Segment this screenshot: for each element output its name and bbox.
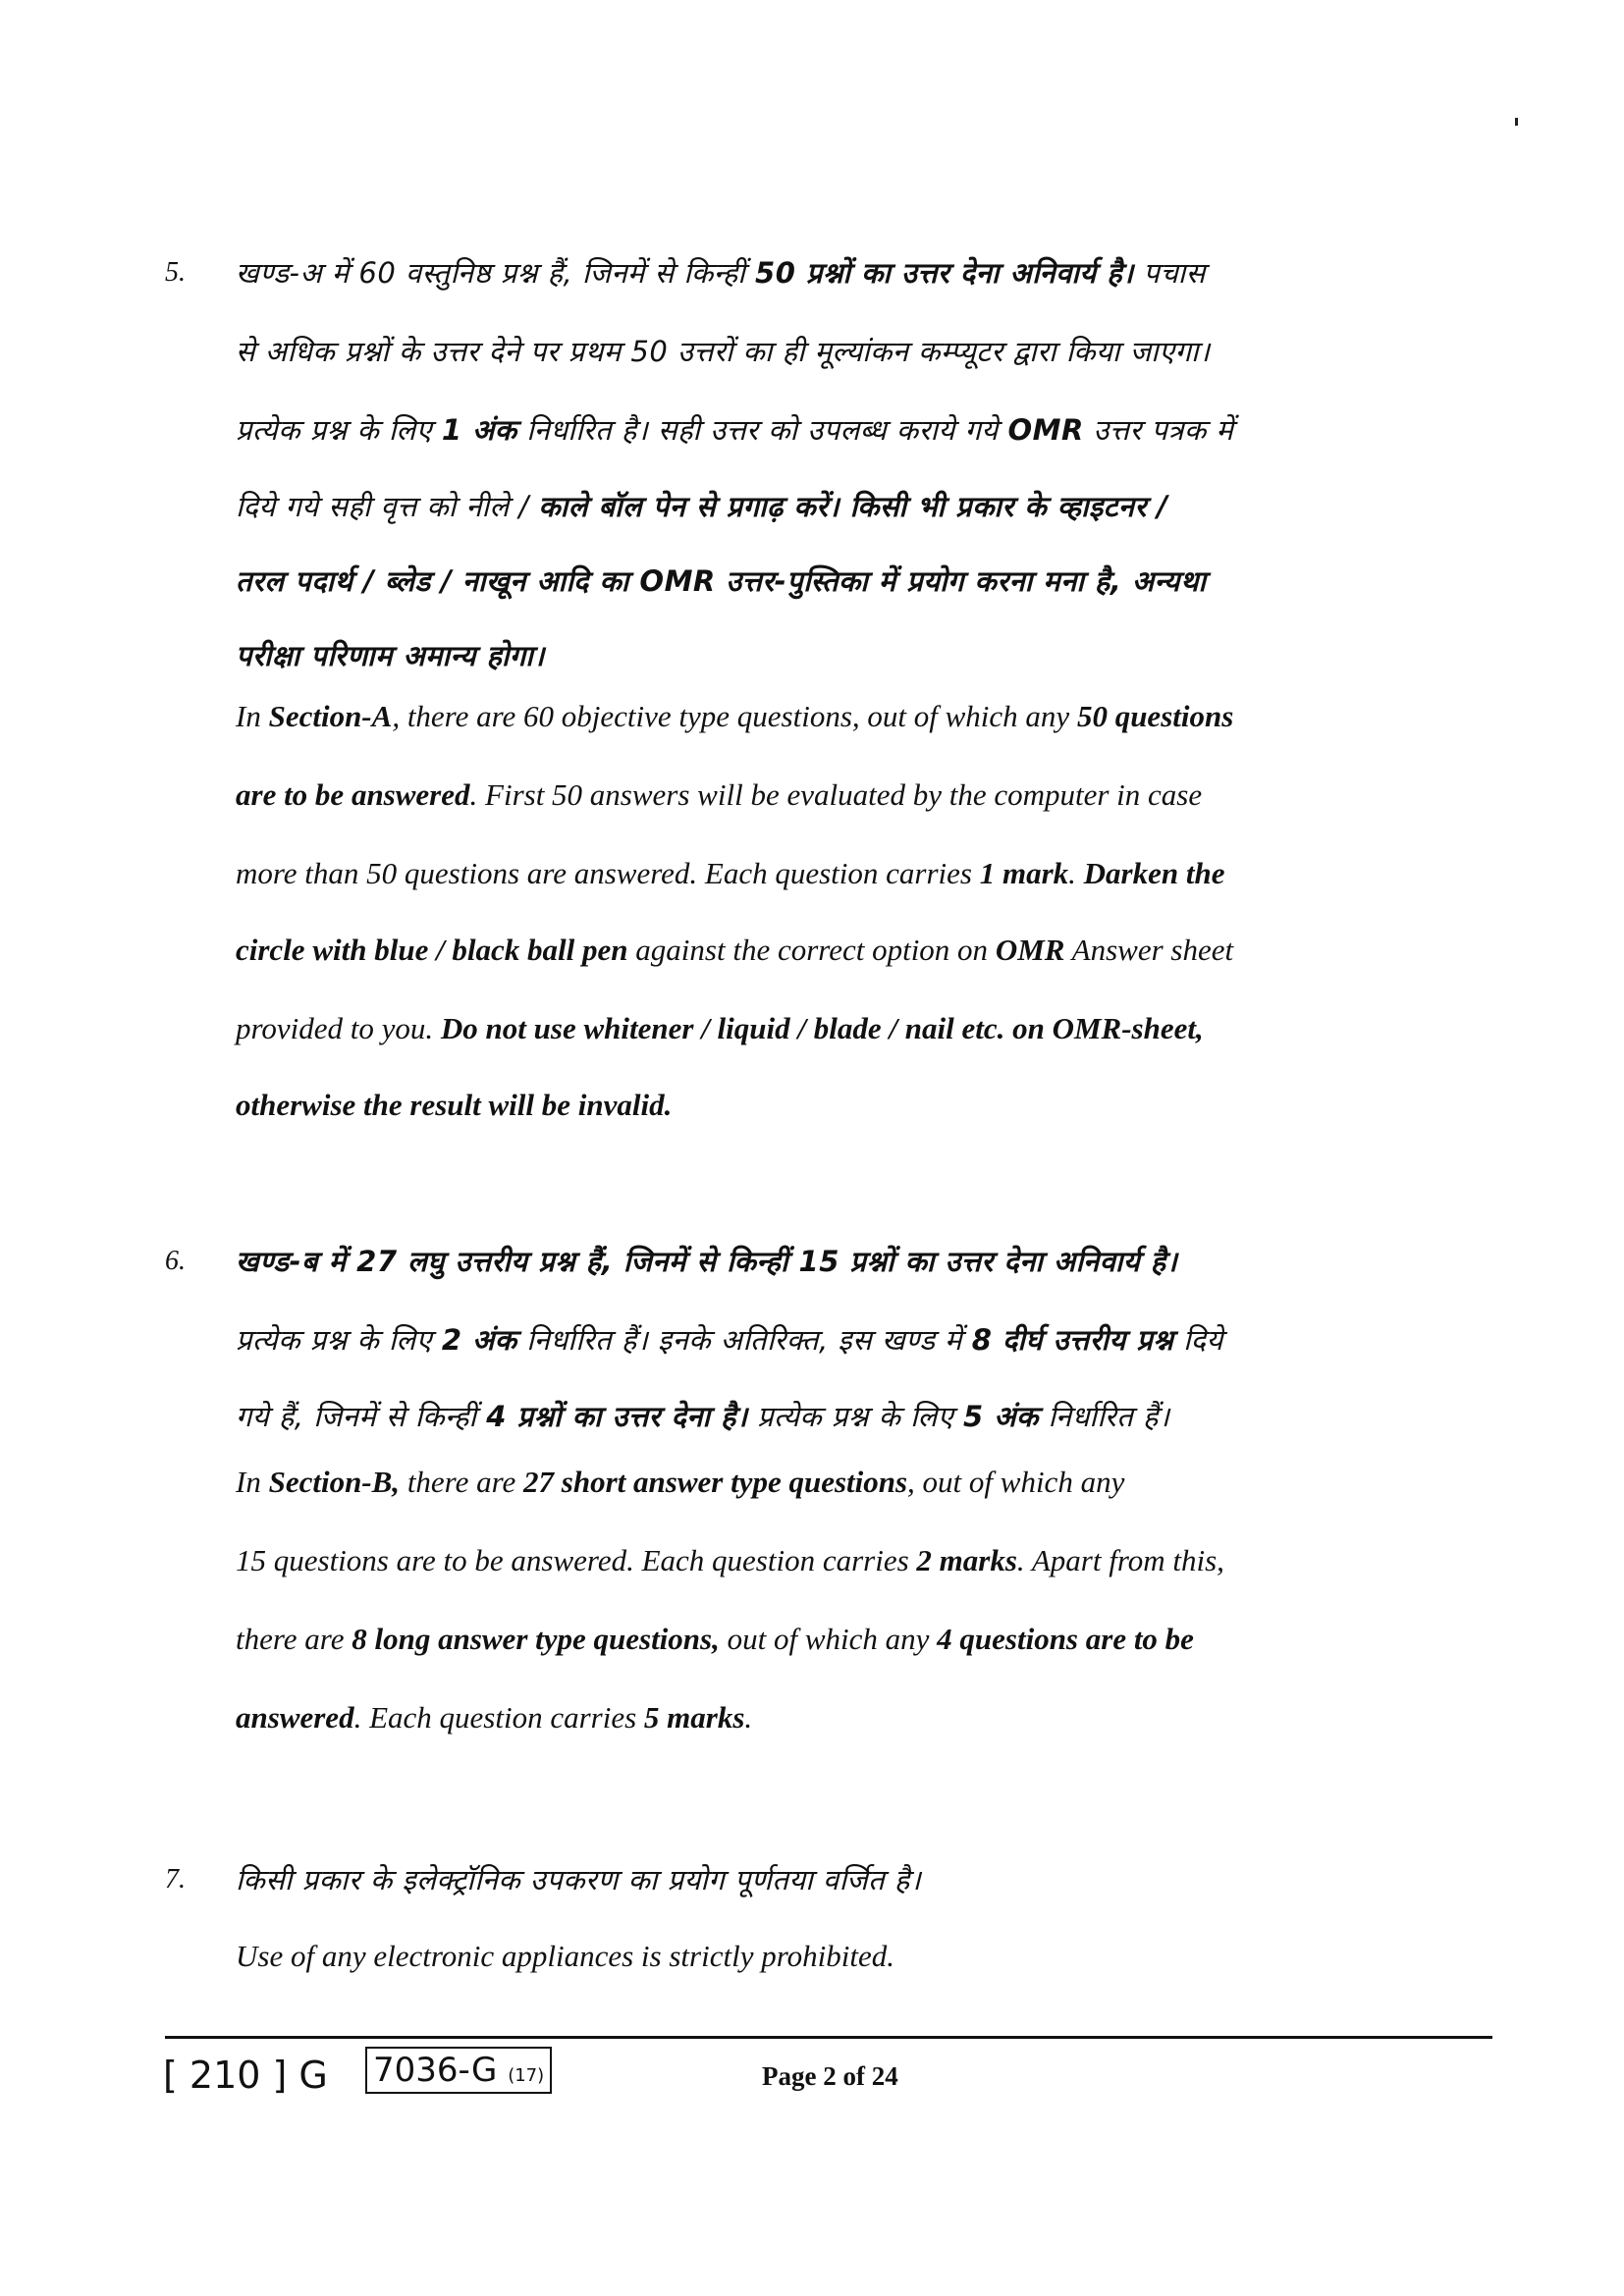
- text-segment: 2 अंक: [441, 1323, 517, 1357]
- text-segment: against the correct option on: [627, 933, 996, 967]
- paper-suffix: (17): [508, 2065, 545, 2086]
- text-segment: there are: [236, 1622, 352, 1656]
- text-segment: गये हैं, जिनमें से किन्हीं: [236, 1400, 487, 1433]
- page-number: Page 2 of 24: [762, 2061, 898, 2091]
- text-segment: OMR: [1007, 413, 1084, 447]
- text-segment: answered: [236, 1700, 354, 1735]
- paper-code: 7036-G: [373, 2051, 498, 2090]
- scan-mark: [1515, 118, 1518, 126]
- text-segment: OMR: [995, 933, 1065, 967]
- text-segment: खण्ड-अ में 60 वस्तुनिष्ठ प्रश्न हैं, जिनमें से किन्हीं: [236, 256, 756, 290]
- text-segment: , there are 60 objective type questions, out of which any: [392, 699, 1077, 733]
- text-segment: more than 50 questions are answered. Each question carries: [236, 856, 980, 890]
- text-segment: निर्धारित है। सही उत्तर को उपलब्ध कराये गये: [516, 413, 1008, 447]
- english-line: [236, 1465, 1483, 1500]
- text-segment: . Apart from this,: [1016, 1543, 1224, 1577]
- english-line: [236, 1622, 1483, 1657]
- text-segment: Section-B,: [268, 1465, 401, 1499]
- text-segment: तरल पदार्थ / ब्लेड / नाखून आदि का OMR उत्तर-पुस्तिका में प्रयोग करना मना है, अन्यथा: [236, 564, 1207, 598]
- english-line: [236, 699, 1483, 734]
- hindi-line: [236, 1860, 1483, 1898]
- text-segment: out of which any: [719, 1622, 938, 1656]
- hindi-line: [236, 636, 1483, 674]
- text-segment: प्रत्येक प्रश्न के लिए: [236, 1323, 442, 1357]
- text-segment: 50 प्रश्नों का उत्तर देना अनिवार्य है।: [755, 256, 1134, 290]
- text-segment: there are: [400, 1465, 524, 1499]
- text-segment: दिये: [1173, 1323, 1223, 1357]
- text-segment: 1 mark: [979, 856, 1069, 890]
- english-line: [236, 1088, 1483, 1123]
- text-segment: , out of which any: [907, 1465, 1125, 1499]
- text-segment: से अधिक प्रश्नों के उत्तर देने पर प्रथम 50 उत्तरों का ही मूल्यांकन कम्प्यूटर द्वारा किया जाएगा।: [236, 335, 1211, 368]
- hindi-line: [236, 1320, 1483, 1359]
- hindi-line: [236, 253, 1483, 292]
- hindi-line: [236, 332, 1483, 370]
- english-line: [236, 777, 1483, 813]
- footer-code: [ 210 ] G: [163, 2054, 328, 2097]
- english-line: [236, 856, 1483, 891]
- text-segment: 5 अंक: [963, 1400, 1039, 1433]
- text-segment: 27 short answer type questions: [523, 1465, 908, 1499]
- english-line: [236, 1543, 1483, 1578]
- text-segment: In: [236, 699, 269, 733]
- instruction-number: 5.: [165, 257, 186, 288]
- text-segment: 5 marks: [643, 1700, 745, 1735]
- text-segment: प्रत्येक प्रश्न के लिए: [747, 1400, 964, 1433]
- text-segment: काले बॉल पेन से प्रगाढ़ करें। किसी भी प्रकार के व्हाइटनर /: [538, 490, 1168, 523]
- text-segment: खण्ड-ब में 27 लघु उत्तरीय प्रश्न हैं, जिनमें से किन्हीं 15 प्रश्नों का उत्तर देना अनिवार्य है।: [236, 1245, 1178, 1278]
- text-segment: किसी प्रकार के इलेक्ट्रॉनिक उपकरण का प्रयोग पूर्णतया वर्जित है।: [236, 1863, 922, 1896]
- english-line: [236, 1011, 1483, 1046]
- footer-rule: [165, 2036, 1492, 2039]
- instruction-number: 7.: [165, 1864, 186, 1895]
- text-segment: प्रत्येक प्रश्न के लिए: [236, 413, 442, 447]
- text-segment: 50 questions: [1076, 699, 1234, 733]
- text-segment: .: [1068, 856, 1084, 890]
- paper-code-box: [365, 2047, 552, 2094]
- text-segment: . First 50 answers will be evaluated by the computer in case: [469, 777, 1203, 812]
- english-line: [236, 933, 1483, 968]
- text-segment: otherwise the result will be invalid.: [236, 1088, 673, 1122]
- text-segment: are to be answered: [236, 777, 470, 812]
- english-line: [236, 1700, 1483, 1735]
- hindi-line: [236, 410, 1483, 449]
- text-segment: provided to you.: [236, 1011, 441, 1045]
- text-segment: निर्धारित हैं। इनके अतिरिक्त, इस खण्ड में: [516, 1323, 972, 1357]
- text-segment: निर्धारित हैं।: [1038, 1400, 1170, 1433]
- text-segment: . Each question carries: [353, 1700, 644, 1735]
- instruction-number: 6.: [165, 1246, 186, 1276]
- text-segment: Section-A: [268, 699, 393, 733]
- text-segment: circle with blue / black ball pen: [236, 933, 628, 967]
- hindi-line: [236, 561, 1483, 600]
- english-line: [236, 1939, 1483, 1974]
- text-segment: 1 अंक: [441, 413, 517, 447]
- text-segment: 8 दीर्घ उत्तरीय प्रश्न: [971, 1323, 1174, 1357]
- text-segment: Do not use whitener / liquid / blade / nail etc. on OMR-sheet,: [440, 1011, 1204, 1045]
- text-segment: दिये गये सही वृत्त को नीले /: [236, 490, 539, 523]
- text-segment: Use of any electronic appliances is strictly prohibited.: [236, 1939, 894, 1973]
- text-segment: Darken the: [1083, 856, 1225, 890]
- text-segment: .: [744, 1700, 753, 1735]
- text-segment: परीक्षा परिणाम अमान्य होगा।: [236, 639, 545, 672]
- text-segment: 15 questions are to be answered. Each question carries: [236, 1543, 917, 1577]
- text-segment: 4 questions are to be: [937, 1622, 1194, 1656]
- hindi-line: [236, 1397, 1483, 1435]
- hindi-line: [236, 1242, 1483, 1280]
- text-segment: 2 marks: [916, 1543, 1017, 1577]
- text-segment: In: [236, 1465, 269, 1499]
- text-segment: Answer sheet: [1064, 933, 1234, 967]
- text-segment: पचास: [1133, 256, 1206, 290]
- text-segment: 4 प्रश्नों का उत्तर देना है।: [486, 1400, 748, 1433]
- text-segment: उत्तर पत्रक में: [1083, 413, 1234, 447]
- hindi-line: [236, 487, 1483, 525]
- text-segment: 8 long answer type questions,: [352, 1622, 720, 1656]
